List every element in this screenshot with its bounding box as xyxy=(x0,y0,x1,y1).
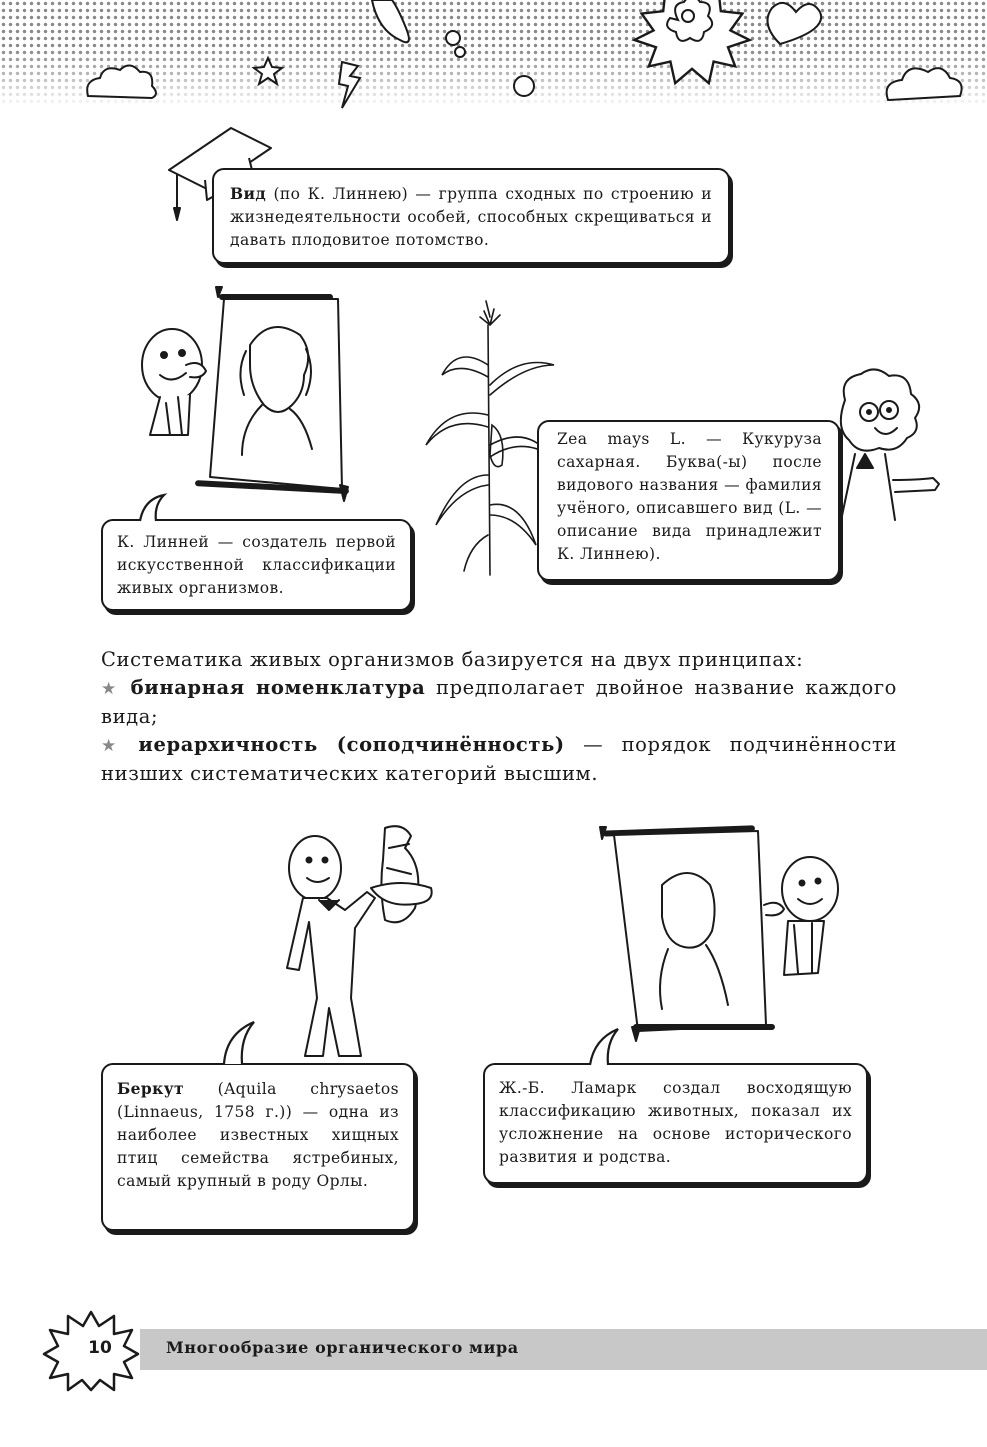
speech-tail xyxy=(138,492,178,522)
lamarck-note-text: Ж.-Б. Ламарк создал восходящую классификацию животных, показал их усложнение на основе исторического развития и родства. xyxy=(499,1079,852,1166)
linnaeus-portrait-illustration xyxy=(130,285,370,515)
cloud-right-icon xyxy=(887,68,962,100)
cloud-left-icon xyxy=(87,65,156,98)
page-number: 10 xyxy=(88,1338,112,1358)
man-with-golden-eagle-illustration xyxy=(275,818,450,1060)
golden-eagle-note-box xyxy=(101,1063,415,1231)
principle-text: — порядок подчинённости низших систематических категорий высшим. xyxy=(101,733,897,785)
linnaeus-note-box xyxy=(101,519,412,611)
systematics-principles xyxy=(101,646,897,788)
zea-mays-note-box xyxy=(537,420,840,581)
principles-intro: Систематика живых организмов базируется на двух принципах: xyxy=(101,648,804,671)
golden-eagle-note-text xyxy=(117,1077,399,1193)
lamarck-portrait-illustration xyxy=(598,825,858,1050)
eagle-term: Беркут xyxy=(117,1079,185,1098)
zea-mays-note-text: Zea mays L. — Кукуруза сахарная. Буква(-ы) после видового названия — фамилия учёного, описавшего вид (L. — описание вида принадлежит К. Линнею). xyxy=(557,430,822,563)
principle-term: иерархичность (соподчинённость) xyxy=(138,733,565,756)
principle-item xyxy=(101,674,897,731)
definition-body: (по К. Линнею) — группа сходных по строению и жизнедеятельности особей, способных скрещиваться и давать плодовитое потомство. xyxy=(230,185,712,249)
definition-term: Вид xyxy=(230,184,267,203)
species-definition-text xyxy=(230,182,712,252)
speech-tail xyxy=(586,1025,626,1067)
header-doodles xyxy=(0,0,987,120)
species-definition-box xyxy=(212,168,730,264)
heart-icon xyxy=(768,3,822,44)
star-icon xyxy=(254,58,282,84)
principle-item xyxy=(101,731,897,788)
footer-section-title: Многообразие органического мира xyxy=(166,1338,519,1357)
star-icon: ★ xyxy=(101,736,129,756)
linnaeus-note-text: К. Линней — создатель первой искусственной классификации живых организмов. xyxy=(117,533,396,597)
professor-character-illustration xyxy=(825,370,940,530)
lightning-icon xyxy=(339,62,360,108)
principle-text: предполагает двойное название каждого вида; xyxy=(101,676,898,728)
bubble-dot-icon xyxy=(455,47,465,57)
lamarck-note-box xyxy=(483,1063,868,1184)
speech-tail xyxy=(220,1018,260,1066)
bubble-dot-icon xyxy=(514,76,534,96)
eagle-body: (Aquila chrysaetos (Linnaeus, 1758 г.)) — одна из наиболее известных хищных птиц семейства ястребиных, самый крупный в роду Орлы. xyxy=(117,1080,399,1190)
drop-icon xyxy=(372,0,409,42)
star-icon: ★ xyxy=(101,679,121,699)
principle-term: бинарная номенклатура xyxy=(130,676,426,699)
bubble-dot-icon xyxy=(446,31,460,45)
